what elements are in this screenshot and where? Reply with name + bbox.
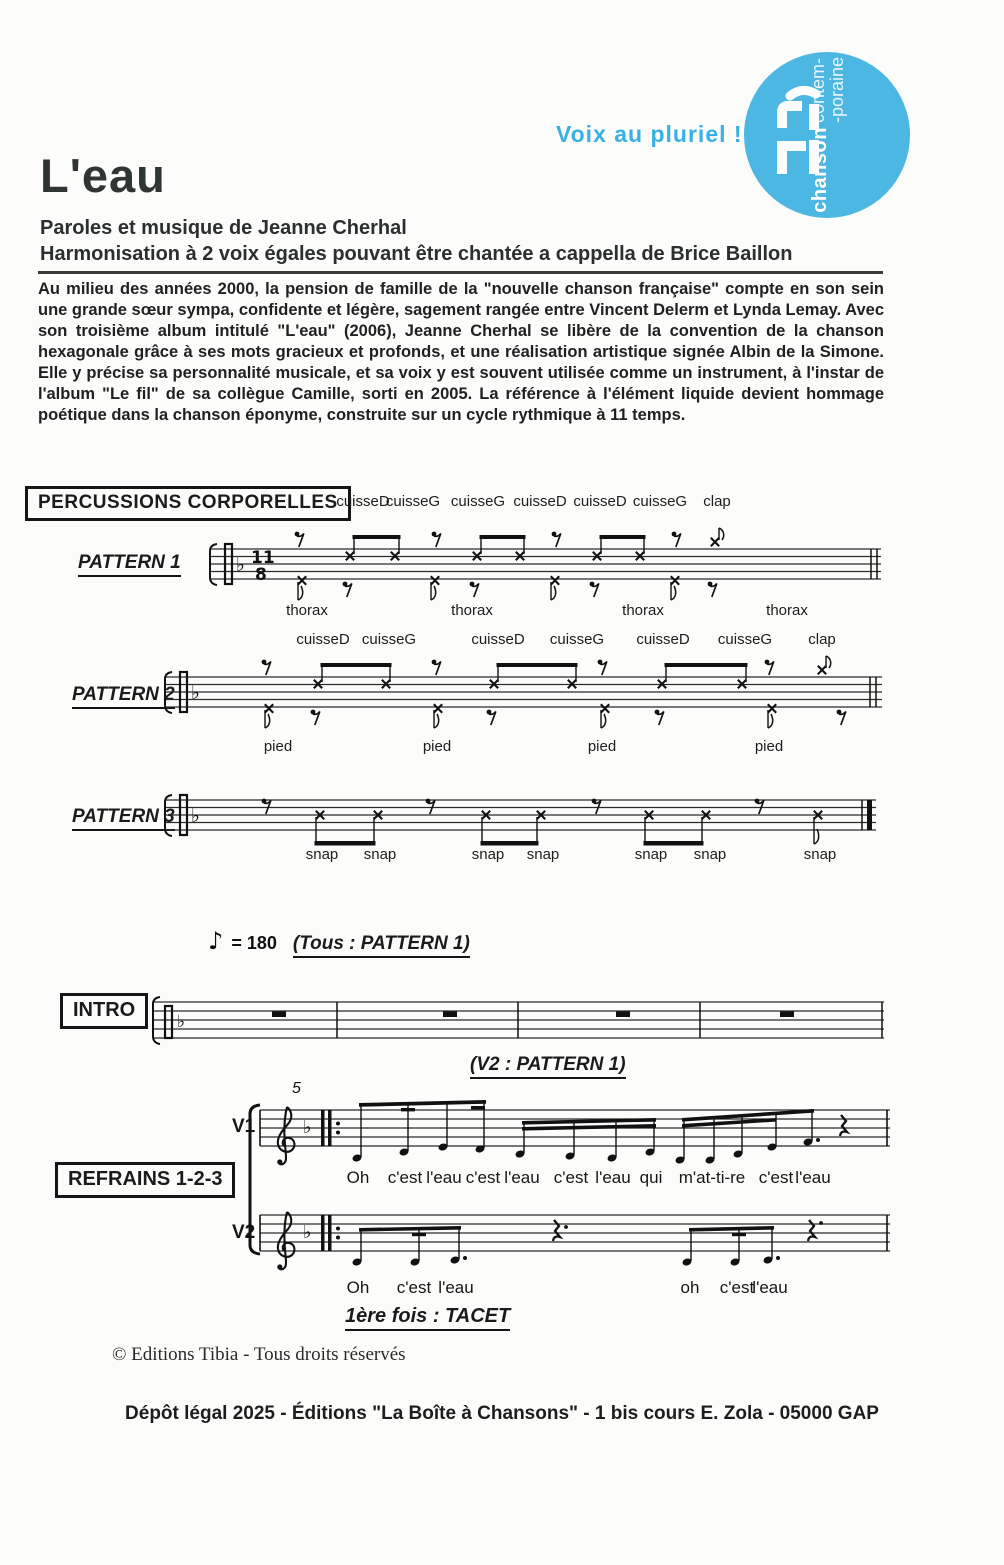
pattern2-bottom-label: pied	[422, 738, 452, 755]
v2-lyric: c'est	[396, 1278, 432, 1297]
pattern2-top-label: cuisseD	[296, 631, 350, 648]
pattern2-top-label: cuisseD	[471, 631, 525, 648]
v2-lyric: c'est	[719, 1278, 755, 1297]
logo-line23	[809, 57, 847, 123]
v1-lyric: m'at-ti-re	[678, 1168, 746, 1187]
v1-lyric: qui	[639, 1168, 663, 1187]
v1-lyric: c'est	[465, 1168, 501, 1187]
voice1-staff	[255, 1095, 895, 1175]
pattern2-bottom-label: pied	[587, 738, 617, 755]
pattern1-bottom-label: thorax	[286, 602, 328, 619]
flat-sign: ♭	[177, 1012, 186, 1032]
pattern1-name: PATTERN 1	[78, 552, 181, 577]
pattern3-bottom-label: snap	[471, 846, 505, 863]
credit-arranger: Harmonisation à 2 voix égales pouvant être chantée a cappella de Brice Baillon	[40, 243, 793, 265]
section-title-percussions: PERCUSSIONS CORPORELLES	[25, 486, 351, 521]
v1-lyric: c'est	[553, 1168, 589, 1187]
pattern1-bottom-label: thorax	[622, 602, 664, 619]
v2-lyric: l'eau	[438, 1278, 474, 1297]
pattern1-bottom-label: thorax	[451, 602, 493, 619]
v1-lyric: l'eau	[426, 1168, 462, 1187]
logo-line1: chanson	[809, 127, 832, 213]
pattern1-top-label: cuisseD	[336, 493, 390, 510]
refrain-direction: (V2 : PATTERN 1)	[470, 1054, 626, 1079]
timesig-denominator: 8	[255, 565, 267, 585]
pattern3-bottom-label: snap	[363, 846, 397, 863]
v1-lyric: c'est	[758, 1168, 794, 1187]
pattern2-top-label: cuisseG	[361, 631, 417, 648]
pattern2-top-label: cuisseD	[636, 631, 690, 648]
v1-lyric: l'eau	[504, 1168, 540, 1187]
v2-lyric: oh	[680, 1278, 700, 1297]
pattern1-top-label: cuisseD	[513, 493, 567, 510]
v1-lyric: Oh	[346, 1168, 370, 1187]
copyright-line: © Editions Tibia - Tous droits réservés	[112, 1344, 406, 1365]
pattern2-top-label: cuisseG	[549, 631, 605, 648]
pattern3-name: PATTERN 3	[72, 806, 175, 831]
v2-lyric: Oh	[346, 1278, 370, 1297]
tacet-direction: 1ère fois : TACET	[345, 1305, 510, 1331]
pattern3-bottom-label: snap	[526, 846, 560, 863]
logo-badge	[744, 52, 910, 218]
section-title-intro: INTRO	[60, 993, 148, 1029]
legal-line: Dépôt légal 2025 - Éditions "La Boîte à Chansons" - 1 bis cours E. Zola - 05000 GAP	[125, 1403, 879, 1424]
section-title-refrains: REFRAINS 1-2-3	[55, 1162, 235, 1198]
voice2-staff	[255, 1200, 895, 1280]
v1-lyric: l'eau	[795, 1168, 831, 1187]
pattern1-bottom-label: thorax	[766, 602, 808, 619]
pattern3-bottom-label: snap	[634, 846, 668, 863]
pattern3-bottom-label: snap	[305, 846, 339, 863]
v2-lyric: l'eau	[752, 1278, 788, 1297]
page-title: L'eau	[40, 149, 166, 202]
pattern3-bottom-label: snap	[803, 846, 837, 863]
voice2-label: V2	[232, 1222, 256, 1243]
pattern2-name: PATTERN 2	[72, 684, 175, 709]
tempo-marking	[208, 927, 470, 958]
pattern1-top-label: cuisseG	[632, 493, 688, 510]
pattern2-bottom-label: pied	[263, 738, 293, 755]
pattern3-staff	[160, 782, 890, 870]
logo-line3: -poraine	[827, 57, 847, 124]
measure-number: 5	[292, 1080, 301, 1097]
flat-sign: ♭	[303, 1117, 312, 1138]
pattern1-top-label: clap	[703, 493, 731, 510]
intro-staff	[148, 994, 890, 1050]
pattern1-top-label: cuisseG	[385, 493, 441, 510]
pattern2-top-label: clap	[808, 631, 836, 648]
intro-direction: (Tous : PATTERN 1)	[293, 933, 470, 958]
timesig-numerator: 11	[251, 548, 275, 568]
v1-lyric: c'est	[387, 1168, 423, 1187]
logo-text	[809, 45, 847, 225]
eighth-note-icon: ♪	[208, 927, 224, 955]
logo-line2: contem-	[808, 58, 829, 124]
voice1-label: V1	[232, 1116, 256, 1137]
pattern1-top-label: cuisseG	[450, 493, 506, 510]
credit-authors: Paroles et musique de Jeanne Cherhal	[40, 217, 407, 239]
pattern2-top-label: cuisseG	[717, 631, 773, 648]
pattern2-bottom-label: pied	[754, 738, 784, 755]
flat-sign: ♭	[303, 1222, 312, 1243]
tempo-value: = 180	[231, 933, 277, 953]
intro-paragraph: Au milieu des années 2000, la pension de famille de la "nouvelle chanson française" compte en son sein une grande sœur sympa, confidente et légère, sagement rangée entre Vincent Delerm et Lynda Lemay. Avec son troisième album intitulé "L'eau" (2006), Jeanne Cherhal se libère de la convention de la chanson hexagonale grâce à ses mots gracieux et profonds, et une réalisation artistique signée Albin de la Simone. Elle y précise sa personnalité musicale, et sa voix y est souvent utilisée comme un instrument, à l'instar de l'album "Le fil" de sa collègue Camille, sorti en 2005. La référence à l'élément liquide devient hommage poétique dans la chanson éponyme, construite sur un cycle rythmique à 11 temps.	[38, 280, 884, 424]
pattern3-bottom-label: snap	[693, 846, 727, 863]
flat-sign: ♭	[191, 682, 200, 704]
pattern1-top-label: cuisseD	[573, 493, 627, 510]
v1-lyric: l'eau	[595, 1168, 631, 1187]
tagline: Voix au pluriel !	[556, 121, 743, 147]
flat-sign: ♭	[236, 554, 245, 576]
divider-rule	[38, 271, 883, 274]
flat-sign: ♭	[191, 805, 200, 827]
